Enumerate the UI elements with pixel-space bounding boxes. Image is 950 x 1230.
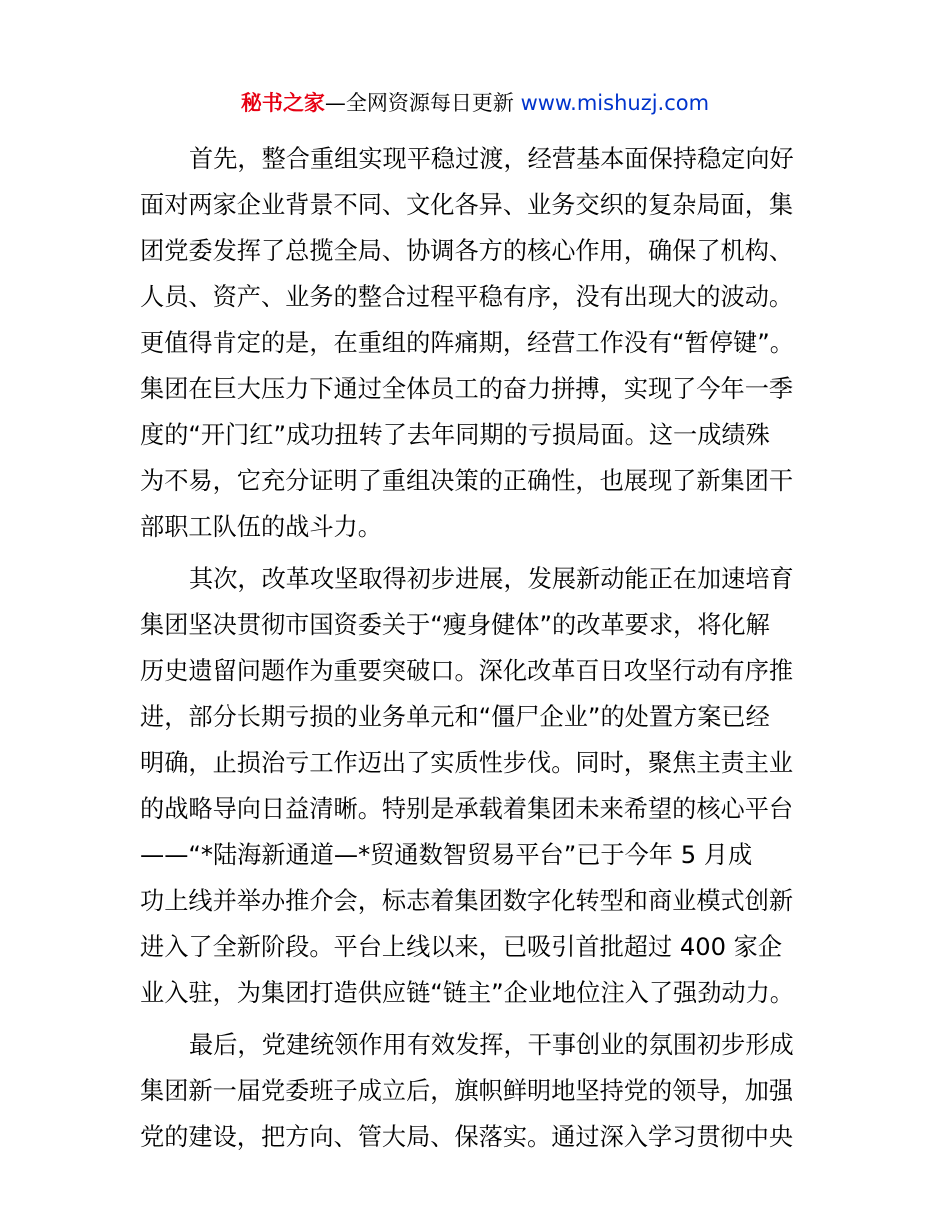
paragraph-line: 团党委发挥了总揽全局、协调各方的核心作用，确保了机构、	[140, 237, 794, 265]
paragraph-line: 党的建设，把方向、管大局、保落实。通过深入学习贯彻中央	[140, 1123, 794, 1151]
paragraph-line: 的战略导向日益清晰。特别是承载着集团未来希望的核心平台	[140, 795, 794, 823]
paragraph	[140, 136, 815, 550]
paragraph-line: 人员、资产、业务的整合过程平稳有序，没有出现大的波动。	[140, 283, 794, 311]
paragraph-line: 首先，整合重组实现平稳过渡，经营基本面保持稳定向好	[189, 145, 794, 173]
site-tagline: —全网资源每日更新	[324, 91, 514, 115]
paragraph-line: 集团在巨大压力下通过全体员工的奋力拼搏，实现了今年一季	[140, 375, 794, 403]
document-body	[140, 136, 815, 1166]
site-url-link[interactable]: www.mishuzj.com	[520, 91, 710, 115]
paragraph-line: 进入了全新阶段。平台上线以来，已吸引首批超过 400 家企	[140, 933, 783, 961]
paragraph-line: 功上线并举办推介会，标志着集团数字化转型和商业模式创新	[140, 887, 794, 915]
paragraph-line: 明确，止损治亏工作迈出了实质性步伐。同时，聚焦主责主业	[140, 749, 794, 777]
paragraph-line: 更值得肯定的是，在重组的阵痛期，经营工作没有“暂停键”。	[140, 329, 794, 357]
paragraph-line: 部职工队伍的战斗力。	[140, 513, 382, 541]
paragraph-line: 最后，党建统领作用有效发挥，干事创业的氛围初步形成	[189, 1031, 794, 1059]
site-header	[0, 88, 950, 118]
paragraph	[140, 1022, 815, 1160]
paragraph	[140, 556, 815, 1016]
paragraph-line: ——“*陆海新通道—*贸通数智贸易平台”已于今年 5 月成	[140, 841, 753, 869]
site-brand: 秘书之家	[240, 91, 325, 115]
paragraph-line: 集团新一届党委班子成立后，旗帜鲜明地坚持党的领导，加强	[140, 1077, 794, 1105]
paragraph-line: 度的“开门红”成功扭转了去年同期的亏损局面。这一成绩殊	[140, 421, 770, 449]
paragraph-line: 为不易，它充分证明了重组决策的正确性，也展现了新集团干	[140, 467, 794, 495]
paragraph-line: 业入驻，为集团打造供应链“链主”企业地位注入了强劲动力。	[140, 979, 794, 1007]
paragraph-line: 进，部分长期亏损的业务单元和“僵尸企业”的处置方案已经	[140, 703, 770, 731]
paragraph-line: 集团坚决贯彻市国资委关于“瘦身健体”的改革要求，将化解	[140, 611, 770, 639]
paragraph-line: 历史遗留问题作为重要突破口。深化改革百日攻坚行动有序推	[140, 657, 794, 685]
paragraph-line: 面对两家企业背景不同、文化各异、业务交织的复杂局面，集	[140, 191, 794, 219]
paragraph-line: 其次，改革攻坚取得初步进展，发展新动能正在加速培育	[189, 565, 794, 593]
